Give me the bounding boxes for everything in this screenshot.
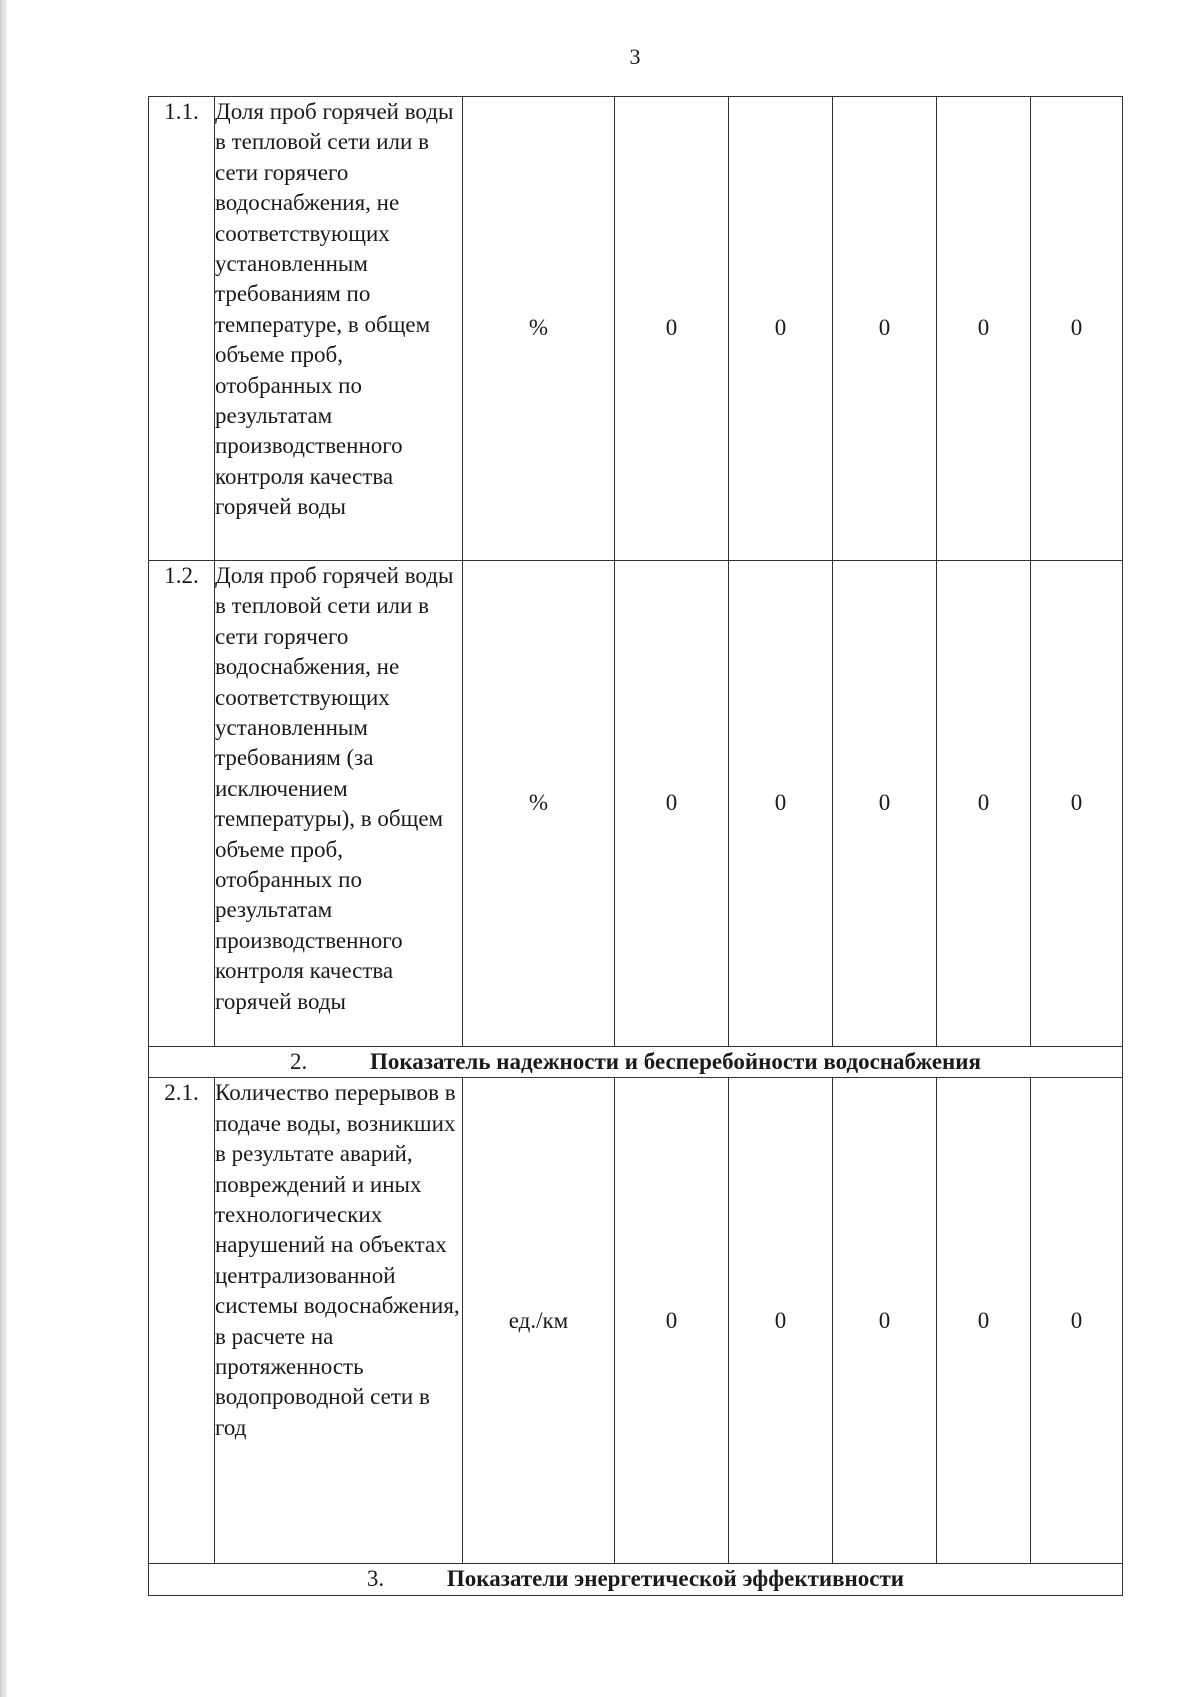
value-cell: 0 [615,97,729,561]
section-heading [149,1564,1123,1595]
scan-edge [0,0,7,1697]
page-number: 3 [629,44,641,69]
section-number: 3. [366,1566,385,1592]
value-cell: 0 [833,97,937,561]
value-cell: 0 [1031,97,1123,561]
row-number: 1.2. [149,561,215,1047]
value-cell: 0 [729,97,833,561]
indicator-name: Количество перерывов в подаче воды, возникших в результате аварий, повреждений и иных технологических нарушений на объектах централизованной системы водоснабжения, в расчете на протяженность водопроводной сети в год [215,1078,463,1564]
section-row [149,1564,1123,1595]
value-cell: 0 [1031,1078,1123,1564]
value-cell: 0 [729,1078,833,1564]
table-row [149,1078,1123,1564]
row-number: 1.1. [149,97,215,561]
value-cell: 0 [833,1078,937,1564]
row-number: 2.1. [149,1078,215,1564]
section-heading [149,1047,1123,1078]
indicator-name: Доля проб горячей воды в тепловой сети или в сети горячего водоснабжения, не соответствующих установленным требованиям по температуре, в общем объеме проб, отобранных по результатам производственного контроля качества горячей воды [215,97,463,561]
section-number: 2. [289,1049,308,1074]
value-cell: 0 [833,561,937,1047]
table-row [149,561,1123,1047]
unit-cell: ед./км [463,1078,615,1564]
value-cell: 0 [937,1078,1031,1564]
value-cell: 0 [615,561,729,1047]
unit-cell: % [463,561,615,1047]
table-row [149,97,1123,561]
unit-cell: % [463,97,615,561]
value-cell: 0 [937,97,1031,561]
value-cell: 0 [729,561,833,1047]
section-row [149,1047,1123,1078]
value-cell: 0 [937,561,1031,1047]
value-cell: 0 [1031,561,1123,1047]
indicators-table [148,96,1123,1596]
value-cell: 0 [615,1078,729,1564]
section-title: Показатель надежности и бесперебойности водоснабжения [369,1049,982,1074]
indicator-name: Доля проб горячей воды в тепловой сети или в сети горячего водоснабжения, не соответствующих установленным требованиям (за исключением температуры), в общем объеме проб, отобранных по результатам производственного контроля качества горячей воды [215,561,463,1047]
section-title: Показатели энергетической эффективности [446,1566,905,1592]
